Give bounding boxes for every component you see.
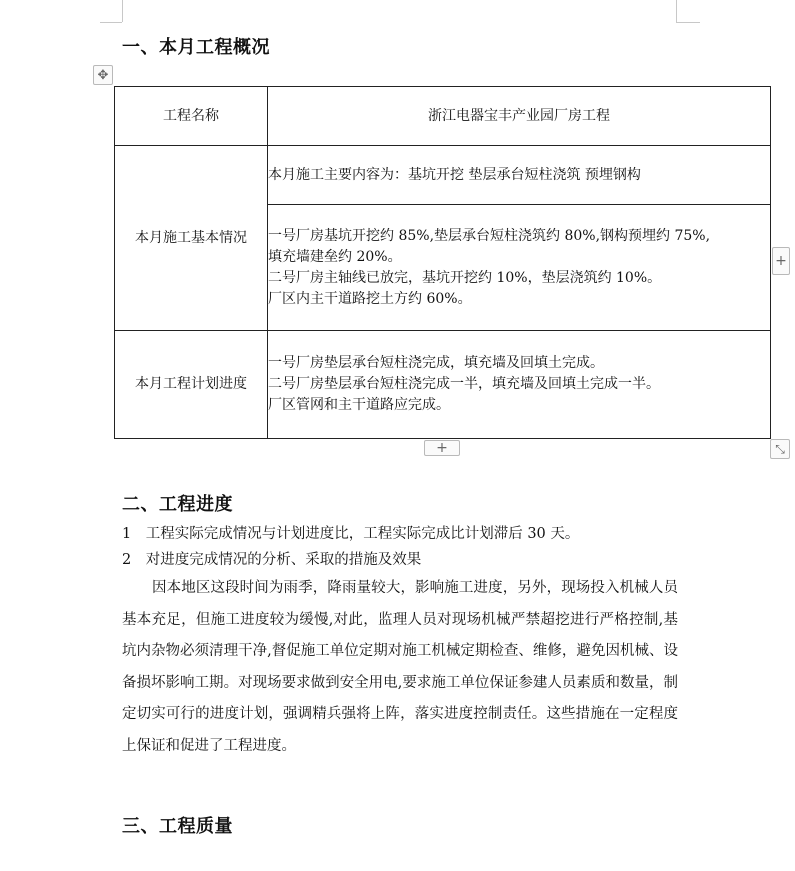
progress-item-1: 1 工程实际完成情况与计划进度比，工程实际完成比计划滞后 30 天。 (122, 526, 580, 542)
cell-basic-situation-label[interactable]: 本月施工基本情况 (115, 146, 268, 331)
table-move-handle-icon[interactable]: ✥ (93, 65, 113, 85)
crop-mark-top-right-vertical (676, 0, 677, 22)
cell-progress-details[interactable] (268, 205, 771, 331)
section-1-heading: 一、本月工程概况 (122, 37, 270, 58)
plan-line-3: 厂区管网和主干道路应完成。 (268, 397, 450, 413)
cell-plan-progress-label[interactable]: 本月工程计划进度 (115, 331, 268, 439)
crop-mark-top-right-horizontal (676, 22, 700, 23)
progress-line-2: 填充墙建垒约 20%。 (268, 248, 402, 265)
plan-line-1: 一号厂房垫层承台短柱浇完成，填充墙及回填土完成。 (268, 355, 604, 371)
table-row (115, 146, 771, 205)
progress-item-2: 2 对进度完成情况的分析、采取的措施及效果 (122, 552, 422, 568)
section-3-heading: 三、工程质量 (122, 816, 233, 837)
progress-line-3: 二号厂房主轴线已放完，基坑开挖约 10%，垫层浇筑约 10%。 (268, 269, 662, 286)
table-row (115, 87, 771, 146)
plan-line-2: 二号厂房垫层承台短柱浇完成一半，填充墙及回填土完成一半。 (268, 376, 660, 392)
table-resize-icon[interactable]: ⤡ (770, 439, 790, 459)
cell-project-name-value[interactable]: 浙江电器宝丰产业园厂房工程 (268, 87, 771, 146)
section-2-heading: 二、工程进度 (122, 494, 233, 515)
progress-analysis-paragraph: 因本地区这段时间为雨季，降雨量较大，影响施工进度，另外，现场投入机械人员基本充足，但施工进度较为缓慢,对此，监理人员对现场机械严禁超挖进行严格控制,基坑内杂物必须清理干净,督促施工单位定期对施工机械定期检查、维修，避免因机械、设备损坏影响工期。对现场要求做到安全用电,要求施工单位保证参建人员素质和数量，制定切实可行的进度计划，强调精兵强将上阵，落实进度控制责任。这些措施在一定程度上保证和促进了工程进度。 (122, 580, 678, 754)
project-overview-table (114, 86, 771, 439)
cell-main-work-content[interactable]: 本月施工主要内容为：基坑开挖 垫层承台短柱浇筑 预埋钢构 (268, 146, 771, 205)
cell-project-name-label[interactable]: 工程名称 (115, 87, 268, 146)
crop-mark-top-left-horizontal (100, 22, 122, 23)
add-row-plus-icon[interactable]: + (424, 440, 460, 456)
progress-line-1: 一号厂房基坑开挖约 85%,垫层承台短柱浇筑约 80%,钢构预埋约 75%, (268, 227, 711, 244)
crop-mark-top-left-vertical (122, 0, 123, 22)
progress-line-4: 厂区内主干道路挖土方约 60%。 (268, 290, 472, 307)
add-column-plus-icon[interactable]: + (772, 247, 790, 275)
cell-plan-progress-details[interactable] (268, 331, 771, 439)
table-row (115, 331, 771, 439)
